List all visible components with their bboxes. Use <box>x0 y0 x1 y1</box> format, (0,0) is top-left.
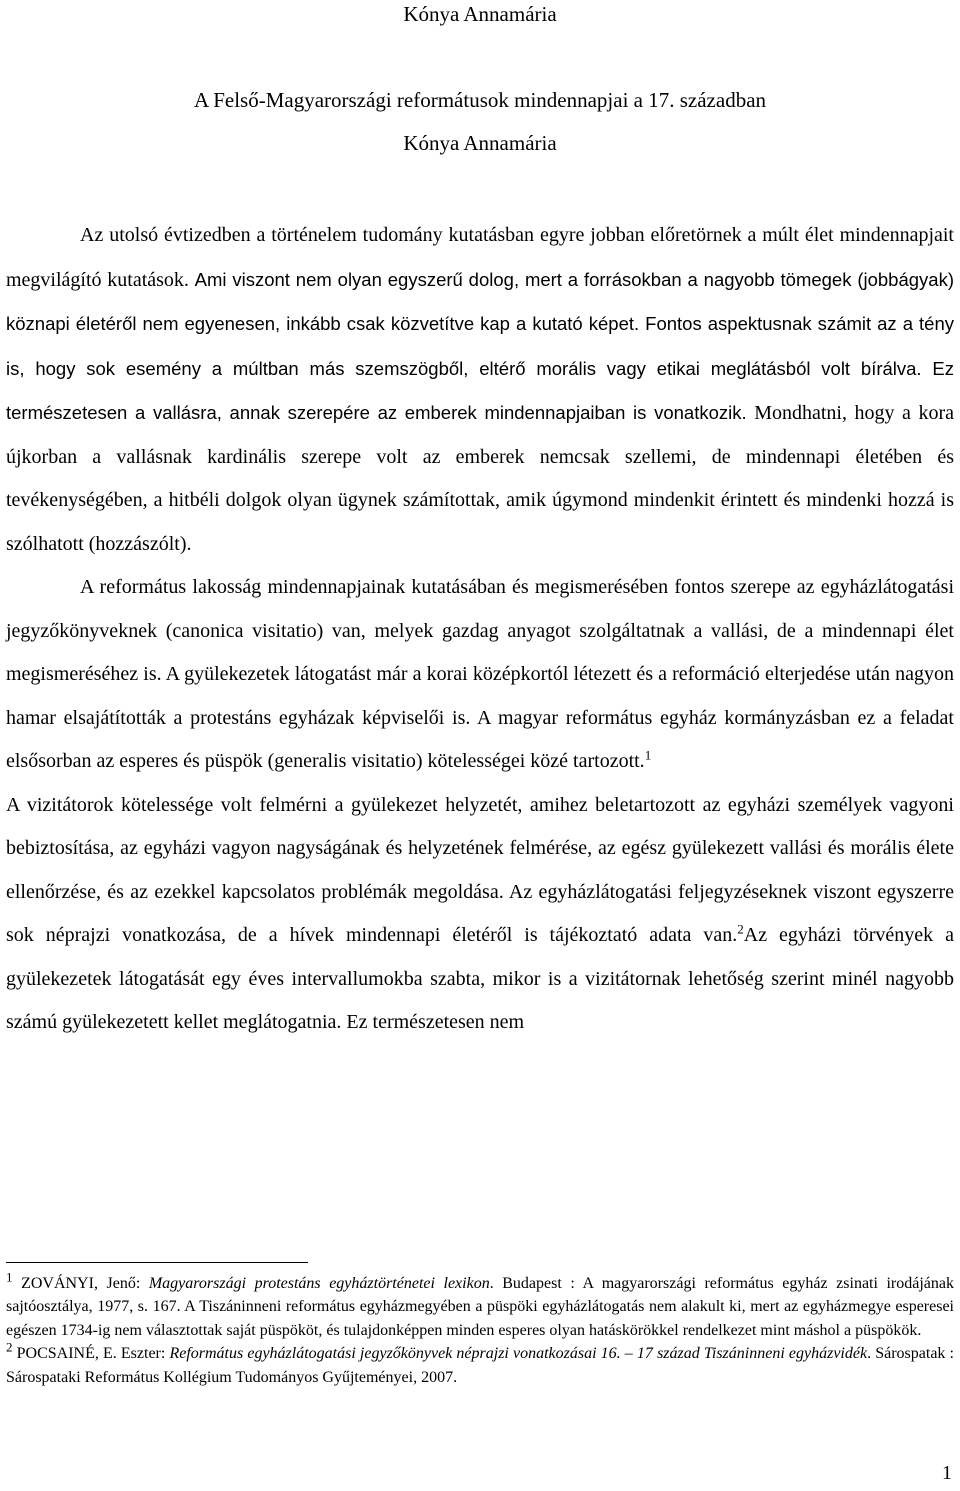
footnote-ref-2: 2 <box>737 921 744 937</box>
paragraph-3-part-a: A vizitátorok kötelessége volt felmérni a gyülekezet helyzetét, amihez beletartozott az egyházi személyek vagyoni bebiztosítása, az egyházi vagyon nagyságának és helyzetének felmérése, az egész gyülekezett vallási és morális élete ellenőrzése, és az ezekkel kapcsolatos problémák megoldása. Az egyházlátogatási feljegyzéseknek viszont egyszerre sok néprajzi vonatkozása, de a hívek mindennapi életéről is tájékoztató adata van. <box>6 793 954 946</box>
footnote-ref-1: 1 <box>644 747 652 763</box>
footnote-2-title: Református egyházlátogatási jegyzőkönyvek néprajzi vonatkozásai 16. – 17 század Tiszáninneni egyházvidék <box>169 1345 868 1363</box>
footnote-separator <box>6 1262 308 1263</box>
article-author: Kónya Annamária <box>403 131 557 155</box>
footnote-2-number: 2 <box>6 1339 13 1355</box>
paragraph-2-text: A református lakosság mindennapjainak kutatásában és megismerésében fontos szerepe az egyházlátogatási jegyzőkönyveknek (canonica visitatio) van, melyek gazdag anyagot szolgáltatnak a vallási, de a mindennapi élet megismeréséhez is. A gyülekezetek látogatást már a korai középkortól létezett és a reformáció elterjedése után nagyon hamar elsajátították a protestáns egyházak képviselői is. A magyar református egyház kormányzásban ez a feladat elsősorban az esperes és püspök (generalis visitatio) kötelességei közé tartozott. <box>6 576 954 772</box>
footnotes <box>6 1269 955 1389</box>
paragraph-3-part-b: Az egyházi törvények a gyülekezetek látogatását egy éves intervallumokba szabta, mikor is a vizitátornak lehetőség szerint minél nagyobb számú gyülekezetett kellet meglátogatnia. Ez természetesen nem <box>6 924 955 1033</box>
footnote-1-author: ZOVÁNYI, Jenő: <box>21 1275 149 1292</box>
paragraph-1-part-b: Ami viszont nem olyan egyszerű dolog, mert a forrásokban a nagyobb tömegek (jobbágyak) köznapi életéről nem egyenesen, inkább csak közvetítve kap a kutató képet. Fontos aspektusnak számit az a tény is, hogy sok esemény a múltban más szemszögből, eltérő morális vagy etikai meglátásból volt bírálva. Ez természetesen a vallásra, annak szerepére az emberek mindennapjaiban is vonatkozik. <box>6 268 954 423</box>
footnote-2-rest: . Sárospatak : Sárospataki Református Kollégium Tudományos Gyűjteményei, 2007. <box>6 1345 954 1386</box>
footnote-2 <box>6 1339 954 1389</box>
article-body <box>6 214 954 1045</box>
paragraph-3 <box>6 784 954 1045</box>
footnote-2-author: POCSAINÉ, E. Eszter: <box>12 1345 170 1363</box>
paragraph-1-part-a: Az utolsó évtizedben a történelem tudomány kutatásban egyre jobban előretörnek a múlt élet mindennapjait megvilágító kutatások. <box>6 224 954 291</box>
paragraph-1 <box>6 214 954 566</box>
footnote-1-title: Magyarországi protestáns egyháztörténetei lexikon <box>148 1275 490 1292</box>
footnote-1 <box>6 1269 955 1342</box>
footnote-1-number: 1 <box>6 1269 13 1285</box>
paragraph-2 <box>6 566 954 784</box>
article-title: A Felső-Magyarországi reformátusok mindennapjai a 17. században <box>193 88 767 112</box>
footnote-1-rest: . Budapest : A magyarországi református egyház zsinati irodájának sajtóosztálya, 1977, s. 167. A Tiszáninneni református egyházmegyében a püspöki egyházlátogatás nem alakult ki, mert az egyházmegye esperesei egészen 1734-ig nem választottak saját püspököt, és tulajdonképpen minden esperes olyan hatáskörökkel rendelkezet mint máshol a püspökök. <box>6 1275 955 1339</box>
paragraph-1-part-c: Mondhatni, hogy a kora újkorban a vallásnak kardinális szerepe volt az emberek nemcsak szellemi, de mindennapi életében és tevékenységében, a hitbéli dolgok olyan ügynek számítottak, amik úgymond mindenkit érintett és mindenki hozzá is szólhatott (hozzászólt). <box>6 402 955 555</box>
running-header-author: Kónya Annamária <box>403 2 557 26</box>
page-number: 1 <box>942 1462 952 1484</box>
